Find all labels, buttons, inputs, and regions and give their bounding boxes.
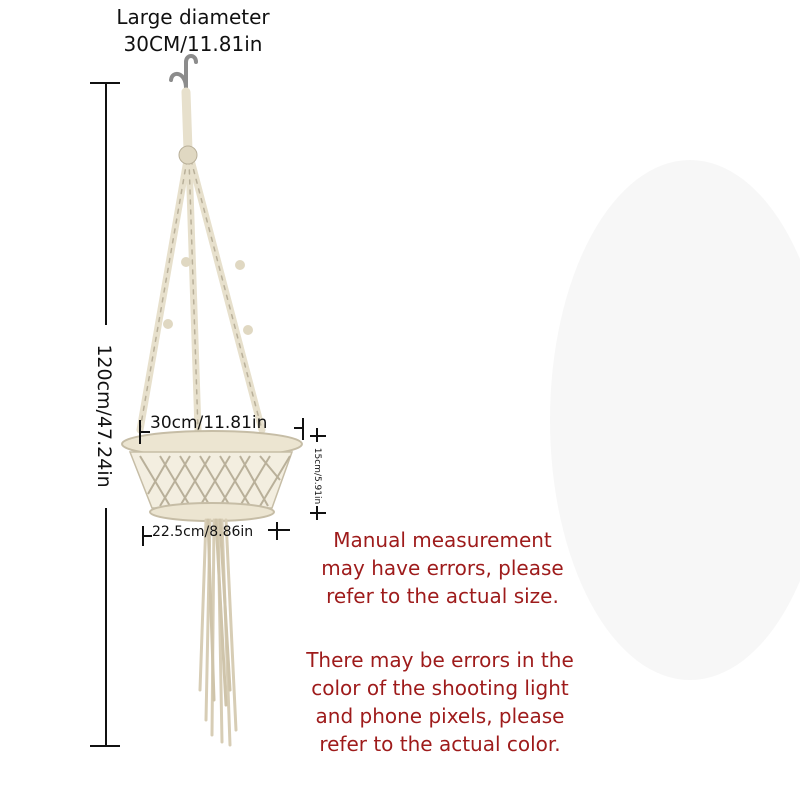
tassel [200, 520, 236, 745]
bottom-diameter-label: 22.5cm/8.86in [152, 524, 254, 540]
color-disclaimer-line: color of the shooting light [311, 676, 569, 700]
color-disclaimer-line: There may be errors in the [306, 648, 574, 672]
hook [171, 56, 196, 88]
total-height-label: 120cm/47.24in [93, 344, 115, 488]
color-disclaimer-line: and phone pixels, please [315, 704, 565, 728]
measurement-disclaimer-line: refer to the actual size. [326, 584, 559, 608]
top-caption-line-1: Large diameter [116, 5, 270, 29]
measurement-disclaimer-line: may have errors, please [321, 556, 564, 580]
color-disclaimer-line: refer to the actual color. [319, 732, 561, 756]
color-disclaimer [282, 646, 598, 758]
measurement-disclaimer [290, 526, 595, 610]
measurement-disclaimer-line: Manual measurement [333, 528, 552, 552]
top-diameter-label: 30cm/11.81in [150, 413, 268, 433]
macrame-basket [122, 431, 302, 521]
basket-height-label: 15cm/5.91in [312, 447, 322, 505]
hanger-ropes [140, 92, 262, 430]
top-caption-line-2: 30CM/11.81in [123, 32, 263, 56]
